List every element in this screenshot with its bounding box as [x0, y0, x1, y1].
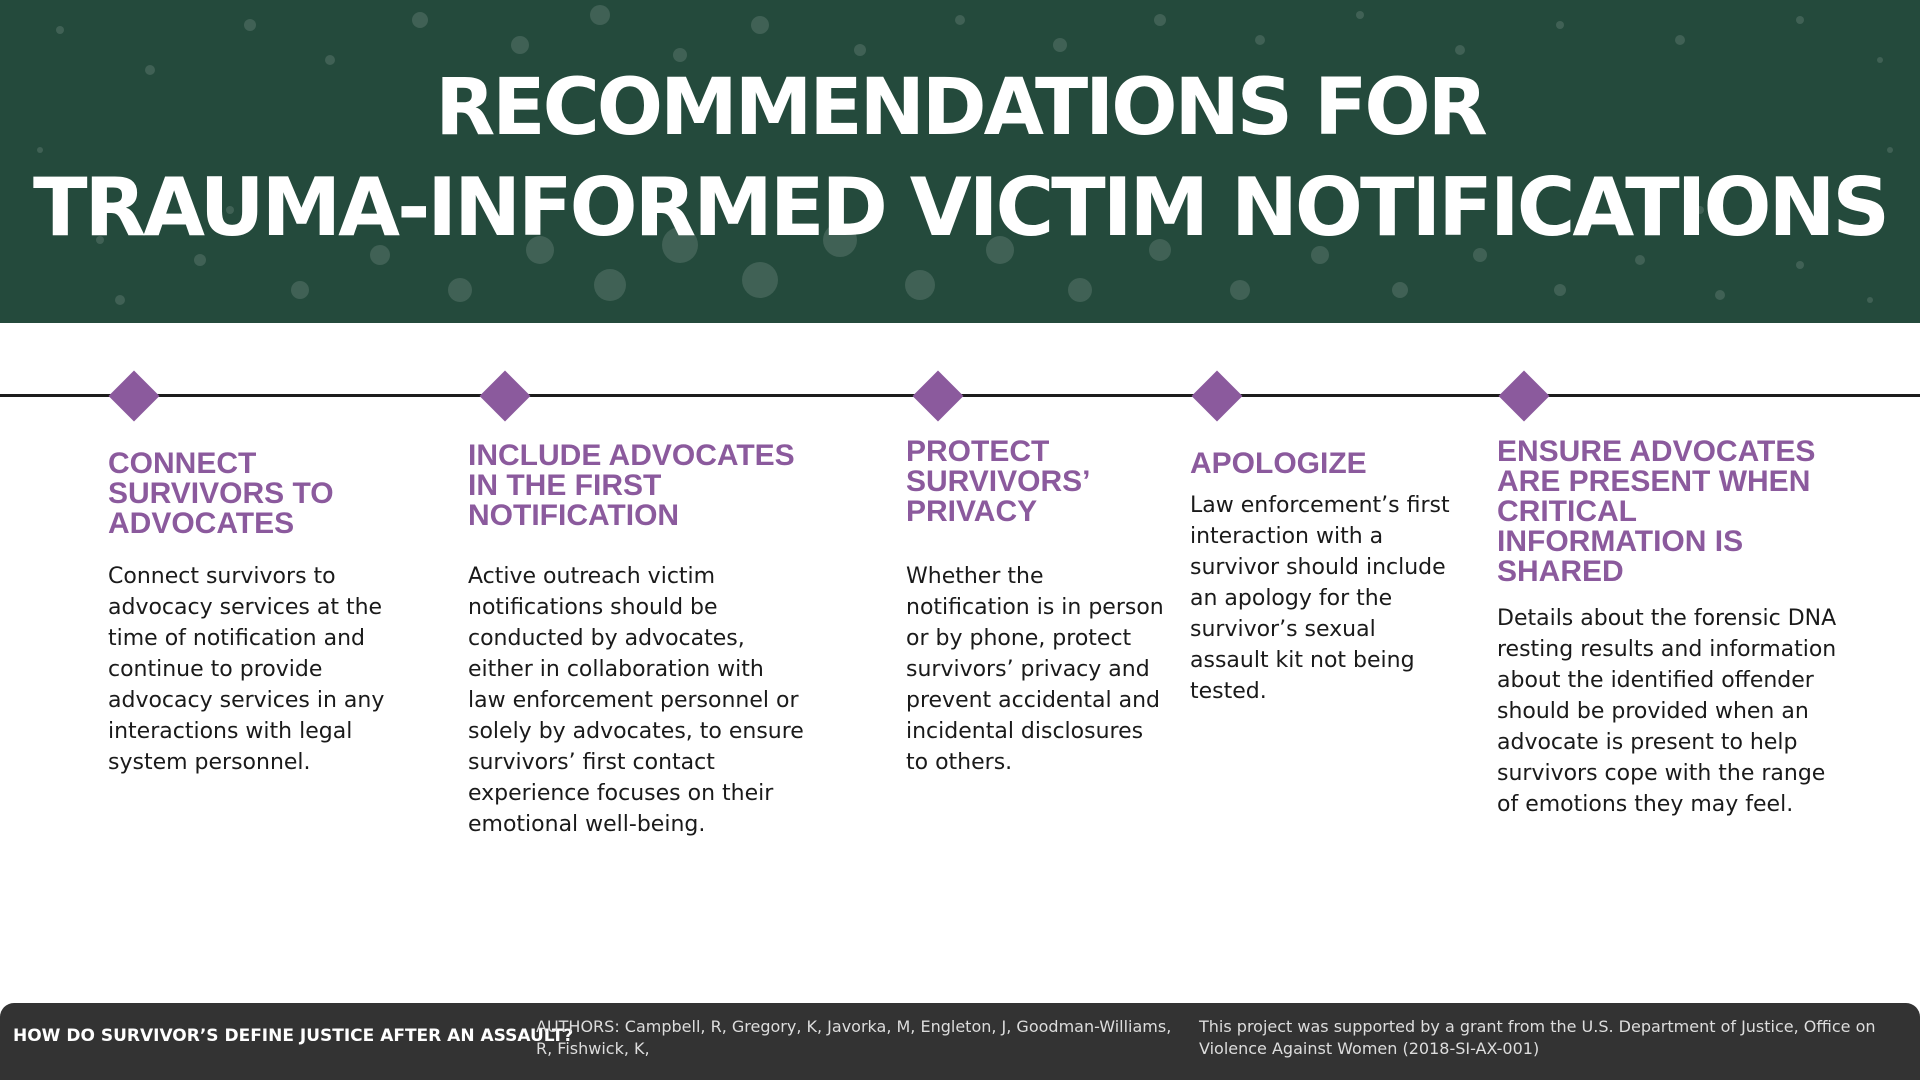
timeline-diamond-marker	[1192, 371, 1243, 422]
recommendation-protect-privacy	[906, 437, 1166, 778]
page-title	[0, 58, 1920, 258]
header-banner	[0, 0, 1920, 323]
timeline-diamond-marker	[480, 371, 531, 422]
footer-question: HOW DO SURVIVOR’S DEFINE JUSTICE AFTER AN ASSAULT?	[13, 1026, 574, 1046]
footer-bar	[0, 1003, 1920, 1080]
recommendation-heading: CONNECT SURVIVORS TO ADVOCATES	[108, 447, 334, 540]
recommendation-heading: APOLOGIZE	[1190, 447, 1367, 480]
recommendation-ensure-advocates-present	[1497, 437, 1842, 820]
timeline-diamond-marker	[913, 371, 964, 422]
recommendation-body: Details about the forensic DNA resting results and information about the identified offender should be provided when an advocate is present to help survivors cope with the range of emotions they may feel.	[1497, 606, 1837, 817]
footer-authors: AUTHORS: Campbell, R, Gregory, K, Javorka, M, Engleton, J, Goodman-Williams, R, Fishwick, K,	[536, 1017, 1172, 1058]
recommendation-body: Whether the notification is in person or by phone, protect survivors’ privacy and prevent accidental and incidental disclosures to others.	[906, 564, 1164, 775]
recommendation-heading: PROTECT SURVIVORS’ PRIVACY	[906, 435, 1089, 528]
recommendation-body: Law enforcement’s first interaction with a survivor should include an apology for the survivor’s sexual assault kit not being tested.	[1190, 493, 1450, 704]
recommendation-body: Connect survivors to advocacy services at the time of notification and continue to provide advocacy services in any interactions with legal system personnel.	[108, 564, 385, 775]
recommendation-heading: ENSURE ADVOCATES ARE PRESENT WHEN CRITICAL INFORMATION IS SHARED	[1497, 435, 1816, 588]
title-line-1: RECOMMENDATIONS FOR	[435, 63, 1485, 153]
footer-grant-note: This project was supported by a grant from the U.S. Department of Justice, Office on Violence Against Women (2018-SI-AX-001)	[1199, 1017, 1876, 1058]
timeline-diamond-marker	[1499, 371, 1550, 422]
recommendation-body: Active outreach victim notifications should be conducted by advocates, either in collaboration with law enforcement personnel or solely by advocates, to ensure survivors’ first contact experience focuses on their emotional well-being.	[468, 564, 804, 837]
recommendation-apologize	[1190, 449, 1460, 707]
recommendation-include-advocates	[468, 441, 808, 840]
recommendation-connect-advocates	[108, 449, 398, 778]
title-line-2: TRAUMA-INFORMED VICTIM NOTIFICATIONS	[32, 161, 1888, 254]
timeline-diamond-marker	[109, 371, 160, 422]
recommendation-heading: INCLUDE ADVOCATES IN THE FIRST NOTIFICATION	[468, 439, 795, 532]
